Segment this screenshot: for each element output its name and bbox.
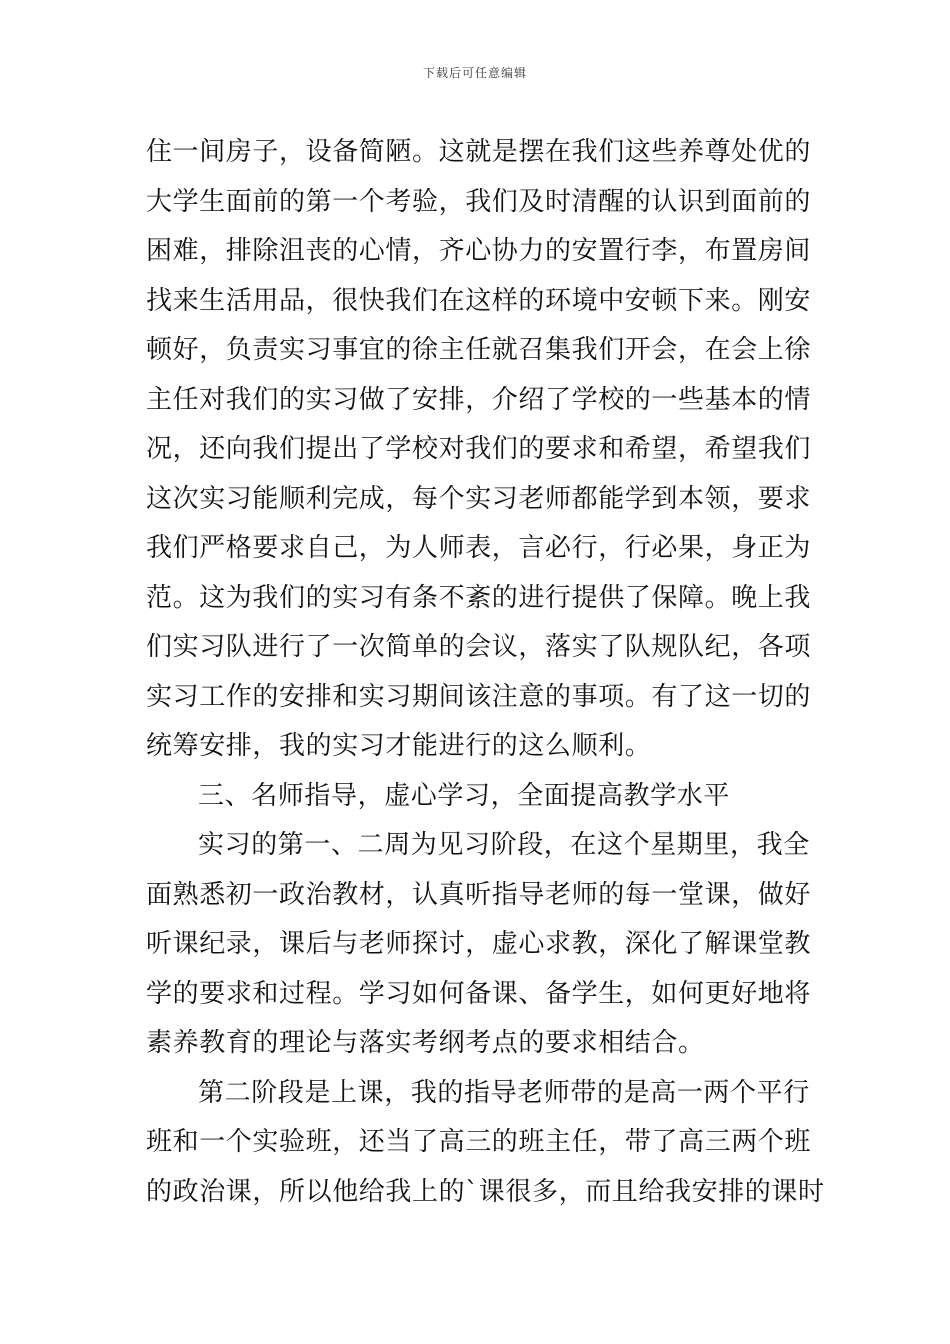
text-line: 听课纪录，课后与老师探讨，虚心求教，深化了解课堂教 xyxy=(146,929,812,959)
text-line: 的政治课，所以他给我上的`课很多，而且给我安排的课时 xyxy=(146,1176,825,1207)
text-line: 素养教育的理论与落实考纲考点的要求相结合。 xyxy=(146,1028,705,1058)
text-line: 们实习队进行了一次简单的会议，落实了队规队纪，各项 xyxy=(146,632,812,662)
section-heading xyxy=(146,772,806,822)
text-line: 这次实习能顺利完成，每个实习老师都能学到本领，要求 xyxy=(146,483,812,514)
text-line: 面熟悉初一政治教材，认真听指导老师的每一堂课，做好 xyxy=(146,879,812,910)
text-line: 班和一个实验班，还当了高三的班主任，带了高三两个班 xyxy=(146,1127,812,1157)
text-line: 主任对我们的实习做了安排，介绍了学校的一些基本的情 xyxy=(146,384,812,415)
download-note: 下载后可任意编辑 xyxy=(422,66,527,80)
text-line: 学的要求和过程。学习如何备课、备学生，如何更好地将 xyxy=(146,978,812,1009)
text-line: 找来生活用品，很快我们在这样的环境中安顿下来。刚安 xyxy=(146,285,812,316)
text-line: 困难，排除沮丧的心情，齐心协力的安置行李，布置房间 xyxy=(146,236,812,266)
text-line: 第二阶段是上课，我的指导老师带的是高一两个平行 xyxy=(198,1077,810,1108)
text-line: 统筹安排，我的实习才能进行的这么顺利。 xyxy=(146,731,652,761)
text-line: 大学生面前的第一个考验，我们及时清醒的认识到面前的 xyxy=(146,186,812,217)
paragraph xyxy=(146,1069,825,1218)
text-line: 顿好，负责实习事宜的徐主任就召集我们开会，在会上徐 xyxy=(146,335,812,365)
text-line: 我们严格要求自己，为人师表，言必行，行必果，身正为 xyxy=(146,533,812,563)
text-line: 住一间房子，设备简陋。这就是摆在我们这些养尊处优的 xyxy=(146,137,812,167)
text-line: 范。这为我们的实习有条不紊的进行提供了保障。晚上我 xyxy=(146,582,812,613)
text-line: 实习的第一、二周为见习阶段，在这个星期里，我全 xyxy=(198,830,810,860)
text-line: 实习工作的安排和实习期间该注意的事项。有了这一切的 xyxy=(146,681,812,712)
heading-line: 三、名师指导，虚心学习，全面提高教学水平 xyxy=(198,780,731,811)
paragraph xyxy=(146,128,812,772)
paragraph xyxy=(146,821,812,1069)
document-body xyxy=(146,128,825,1217)
text-line: 况，还向我们提出了学校对我们的要求和希望，希望我们 xyxy=(146,434,812,464)
